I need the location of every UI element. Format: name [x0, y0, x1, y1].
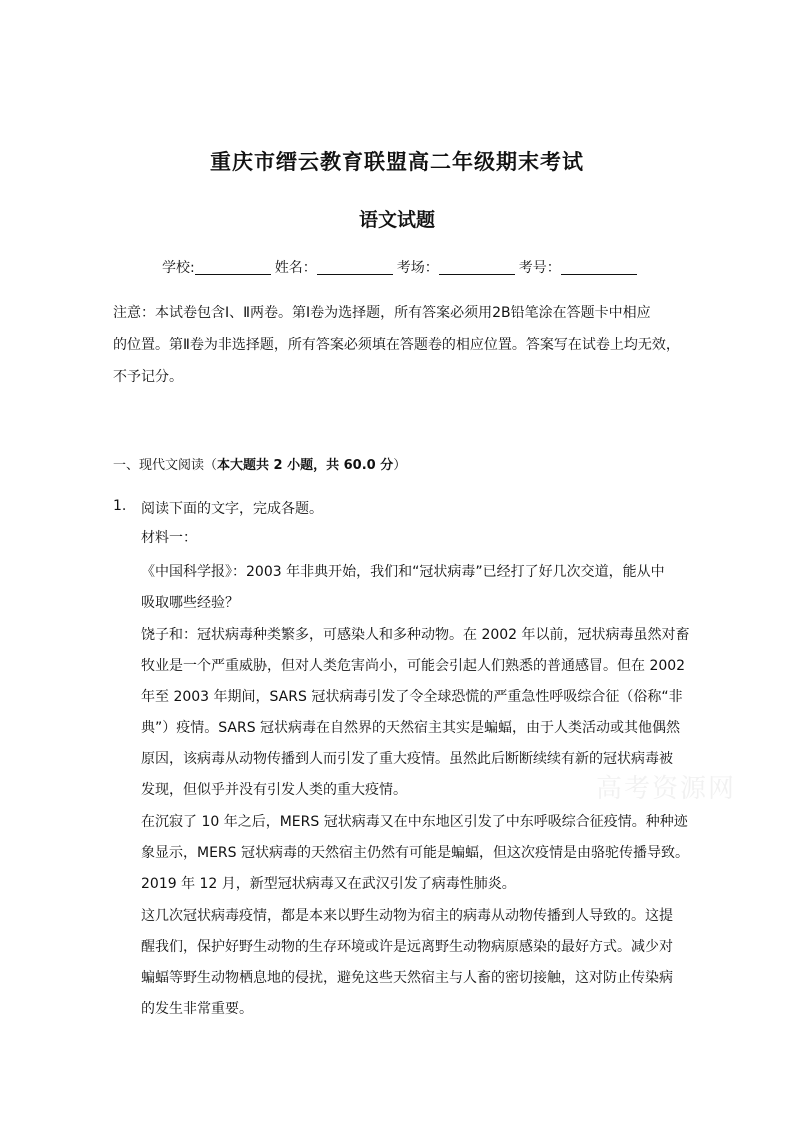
text-line: 醒我们，保护好野生动物的生存环境或许是远离野生动物病原感染的最好方式。减少对 [141, 939, 673, 955]
info-fields [162, 257, 641, 277]
text-line: 的发生非常重要。 [141, 1001, 253, 1017]
room-label: 考场： [396, 260, 439, 276]
notice-line: 注意：本试卷包含Ⅰ、Ⅱ两卷。第Ⅰ卷为选择题，所有答案必须用2B铅笔涂在答题卡中相应 [113, 305, 651, 321]
section-heading: 一、现代文阅读（本大题共 2 小题，共 60.0 分） [113, 458, 407, 473]
text-line: 典”）疫情。SARS 冠状病毒在自然界的天然宿主其实是蝙蝠，由于人类活动或其他偶然 [141, 720, 681, 736]
question-number: 1. [113, 498, 127, 514]
name-label: 姓名： [274, 260, 317, 276]
text-line: 发现，但似乎并没有引发人类的重大疫情。 [141, 782, 407, 798]
name-blank[interactable] [317, 260, 393, 275]
text-line: 《中国科学报》：2003 年非典开始，我们和“冠状病毒”已经打了好几次交道，能从中 [141, 564, 665, 580]
room-blank[interactable] [439, 260, 515, 275]
text-line: 年至 2003 年期间，SARS 冠状病毒引发了令全球恐慌的严重急性呼吸综合征（俗称“非 [141, 689, 683, 705]
exam-subtitle: 语文试题 [358, 209, 435, 231]
text-line: 阅读下面的文字，完成各题。 [141, 501, 323, 517]
notice-line: 的位置。第Ⅱ卷为非选择题，所有答案必须填在答题卷的相应位置。答案写在试卷上均无效， [113, 337, 680, 353]
exam-title: 重庆市缙云教育联盟高二年级期末考试 [210, 149, 584, 174]
id-label: 考号： [518, 260, 561, 276]
text-line: 材料一： [141, 530, 197, 546]
notice-line: 不予记分。 [113, 369, 183, 385]
id-blank[interactable] [561, 260, 637, 275]
text-line: 牧业是一个严重威胁，但对人类危害尚小，可能会引起人们熟悉的普通感冒。但在 2002 [141, 658, 686, 674]
text-line: 蝙蝠等野生动物栖息地的侵扰，避免这些天然宿主与人畜的密切接触，这对防止传染病 [141, 970, 673, 986]
text-line: 这几次冠状病毒疫情，都是本来以野生动物为宿主的病毒从动物传播到人导致的。这提 [141, 908, 673, 924]
text-line: 吸取哪些经验？ [141, 595, 239, 611]
text-line: 象显示，MERS 冠状病毒的天然宿主仍然有可能是蝙蝠，但这次疫情是由骆驼传播导致。 [141, 845, 689, 861]
text-line: 在沉寂了 10 年之后，MERS 冠状病毒又在中东地区引发了中东呼吸综合征疫情。种种迹 [141, 814, 688, 830]
school-label: 学校: [162, 260, 195, 276]
text-line: 原因，该病毒从动物传播到人而引发了重大疫情。虽然此后断断续续有新的冠状病毒被 [141, 751, 673, 767]
text-line: 2019 年 12 月，新型冠状病毒又在武汉引发了病毒性肺炎。 [141, 876, 516, 892]
watermark: 高考资源网 [596, 774, 737, 804]
school-blank[interactable] [195, 260, 271, 275]
text-line: 饶子和：冠状病毒种类繁多，可感染人和多种动物。在 2002 年以前，冠状病毒虽然对畜 [141, 627, 690, 643]
